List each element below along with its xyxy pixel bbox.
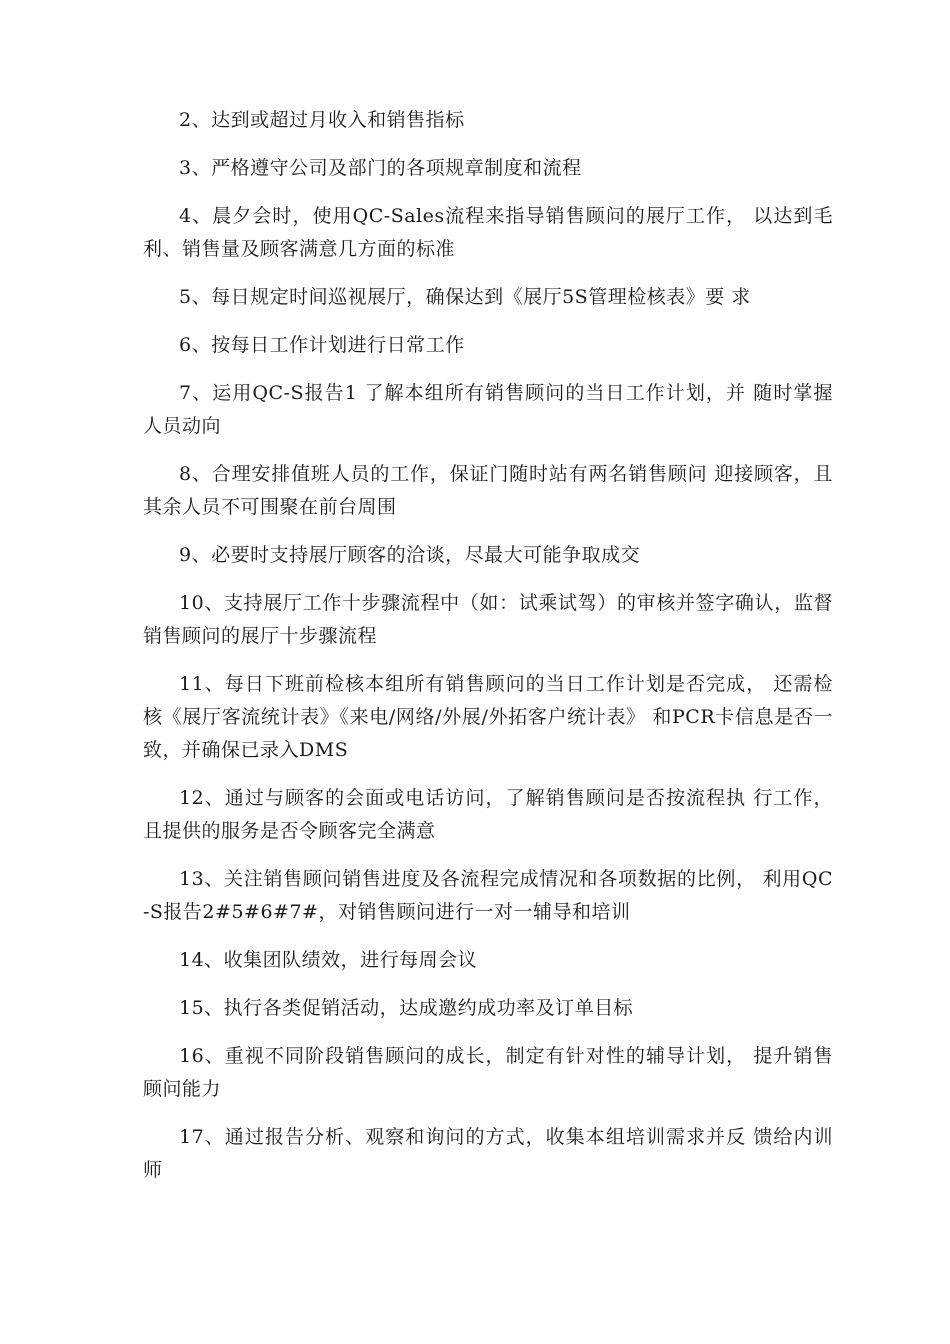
paragraph-item-6: 6、按每日工作计划进行日常工作 bbox=[179, 334, 465, 356]
paragraph-item-16: 16、重视不同阶段销售顾问的成长，制定有针对性的辅导计划， 提升销售顾问能力 bbox=[143, 1045, 833, 1100]
paragraph-item-8: 8、合理安排值班人员的工作，保证门随时站有两名销售顾问 迎接顾客，且其余人员不可围聚在前台周围 bbox=[143, 463, 833, 518]
paragraph-item-7: 7、运用QC-S报告1 了解本组所有销售顾问的当日工作计划，并 随时掌握人员动向 bbox=[143, 382, 833, 437]
paragraph-item-12: 12、通过与顾客的会面或电话访问，了解销售顾问是否按流程执 行工作，且提供的服务是否令顾客完全满意 bbox=[143, 787, 833, 842]
paragraph-item-2: 2、达到或超过月收入和销售指标 bbox=[179, 109, 465, 131]
paragraph-item-5: 5、每日规定时间巡视展厅，确保达到《展厅5S管理检核表》要 求 bbox=[179, 286, 751, 308]
paragraph-item-4: 4、晨夕会时，使用QC-Sales流程来指导销售顾问的展厅工作， 以达到毛利、销售量及顾客满意几方面的标准 bbox=[143, 205, 833, 260]
paragraph-item-17: 17、通过报告分析、观察和询问的方式，收集本组培训需求并反 馈给内训师 bbox=[143, 1126, 833, 1181]
document-body bbox=[143, 104, 833, 1202]
paragraph-item-15: 15、执行各类促销活动，达成邀约成功率及订单目标 bbox=[179, 997, 634, 1019]
paragraph-item-3: 3、严格遵守公司及部门的各项规章制度和流程 bbox=[179, 157, 582, 179]
paragraph-item-13: 13、关注销售顾问销售进度及各流程完成情况和各项数据的比例， 利用QC-S报告2#5#6#7#，对销售顾问进行一对一辅导和培训 bbox=[143, 868, 833, 923]
paragraph-item-14: 14、收集团队绩效，进行每周会议 bbox=[179, 949, 478, 971]
paragraph-item-11: 11、每日下班前检核本组所有销售顾问的当日工作计划是否完成， 还需检核《展厅客流统计表》《来电/网络/外展/外拓客户统计表》 和PCR卡信息是否一致，并确保已录入DMS bbox=[143, 673, 833, 761]
paragraph-item-9: 9、必要时支持展厅顾客的洽谈，尽最大可能争取成交 bbox=[179, 544, 641, 566]
paragraph-item-10: 10、支持展厅工作十步骤流程中（如：试乘试驾）的审核并签字确认，监督销售顾问的展厅十步骤流程 bbox=[143, 592, 833, 647]
